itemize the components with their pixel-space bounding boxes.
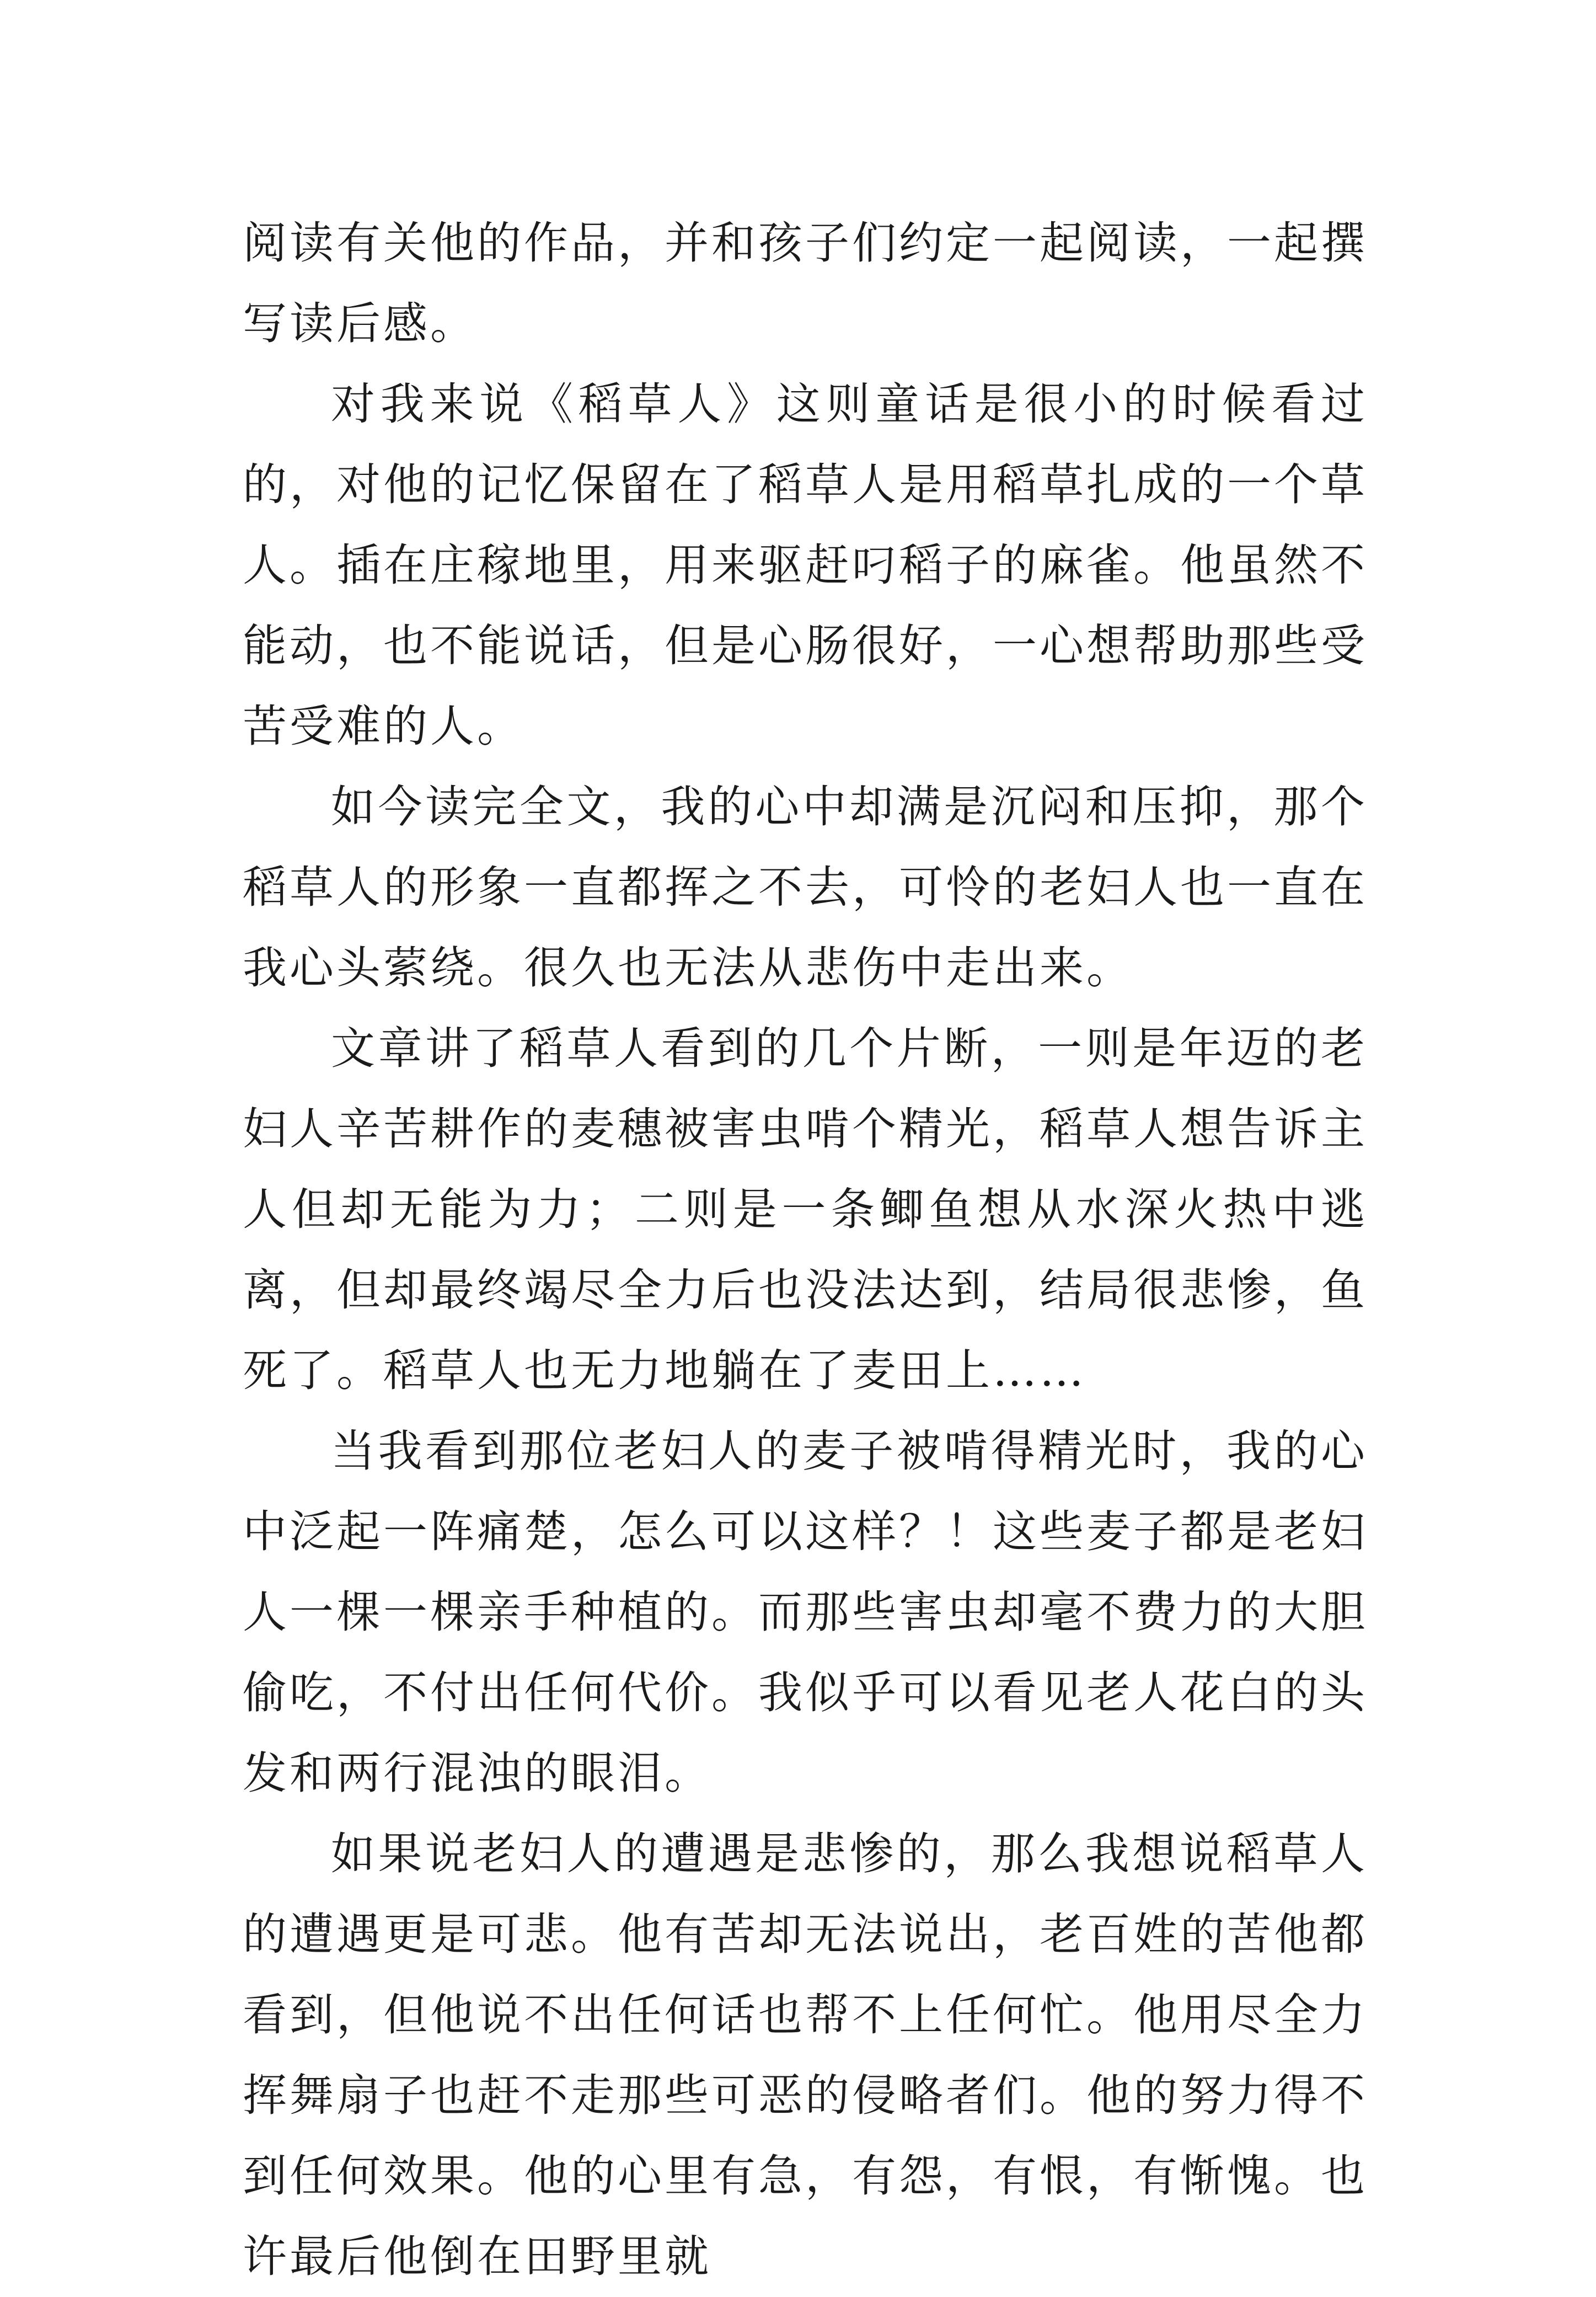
document-body	[243, 203, 1368, 2297]
paragraph-6: 如果说老妇人的遭遇是悲惨的，那么我想说稻草人的遭遇更是可悲。他有苦却无法说出，老百姓的苦他都看到，但他说不出任何话也帮不上任何忙。他用尽全力挥舞扇子也赶不走那些可恶的侵略者们。他的努力得不到任何效果。他的心里有急，有怨，有恨，有惭愧。也许最后他倒在田野里就	[243, 1828, 1368, 2282]
paragraph-5: 当我看到那位老妇人的麦子被啃得精光时，我的心中泛起一阵痛楚，怎么可以这样？！这些麦子都是老妇人一棵一棵亲手种植的。而那些害虫却毫不费力的大胆偷吃，不付出任何代价。我似乎可以看见老人花白的头发和两行混浊的眼泪。	[243, 1425, 1368, 1799]
paragraph-1: 阅读有关他的作品，并和孩子们约定一起阅读，一起撰写读后感。	[243, 217, 1368, 349]
paragraph-2: 对我来说《稻草人》这则童话是很小的时候看过的，对他的记忆保留在了稻草人是用稻草扎成的一个草人。插在庄稼地里，用来驱赶叼稻子的麻雀。他虽然不能动，也不能说话，但是心肠很好，一心想帮助那些受苦受难的人。	[243, 378, 1368, 752]
paragraph-4: 文章讲了稻草人看到的几个片断，一则是年迈的老妇人辛苦耕作的麦穗被害虫啃个精光，稻草人想告诉主人但却无能为力；二则是一条鲫鱼想从水深火热中逃离，但却最终竭尽全力后也没法达到，结局很悲惨，鱼死了。稻草人也无力地躺在了麦田上……	[243, 1023, 1368, 1396]
paragraph-3: 如今读完全文，我的心中却满是沉闷和压抑，那个稻草人的形象一直都挥之不去，可怜的老妇人也一直在我心头萦绕。很久也无法从悲伤中走出来。	[243, 781, 1368, 993]
